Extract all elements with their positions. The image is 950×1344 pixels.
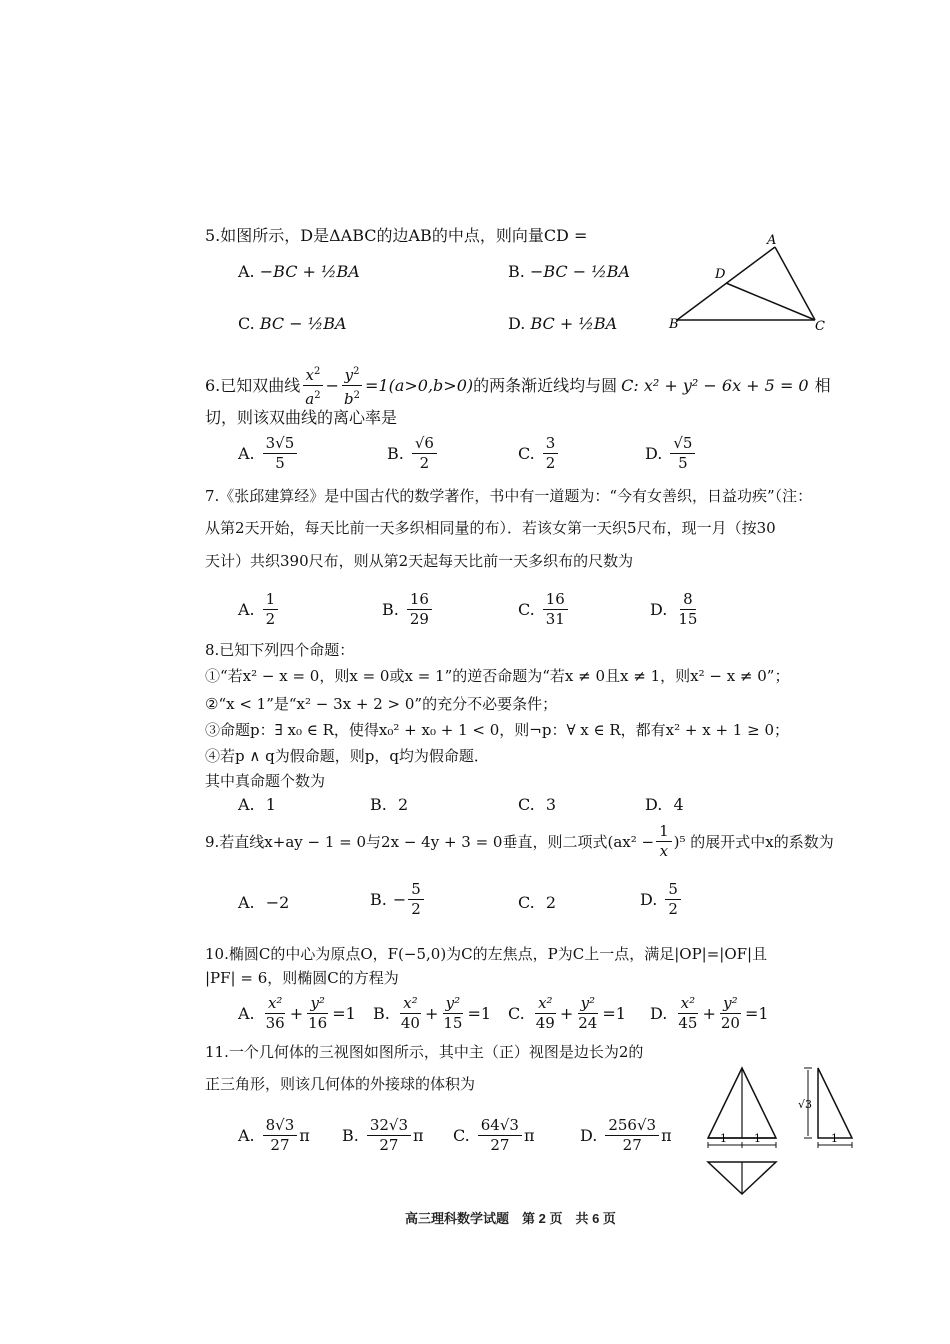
q7-option-c-num: 16 (543, 590, 568, 610)
q10-option-c-d2: 24 (578, 1014, 598, 1032)
q11-option-c-num: 64√3 (478, 1116, 522, 1136)
q5-option-a (238, 262, 360, 281)
q11-option-d-num: 256√3 (605, 1116, 659, 1136)
q6-option-a-den: 5 (275, 454, 285, 472)
q7-option-d (650, 590, 702, 629)
q11-option-a-num: 8√3 (263, 1116, 298, 1136)
q11-option-d-den: 27 (622, 1136, 642, 1154)
q8-stem: 8.已知下列四个命题： (205, 641, 355, 659)
q8-option-a-text: 1 (265, 795, 276, 814)
q10-option-a-d1: 36 (265, 1014, 285, 1032)
q11-option-a-den: 27 (270, 1136, 290, 1154)
q5-segment-cd (726, 283, 815, 320)
q10-option-c-label: C. (508, 1004, 525, 1023)
q7-option-b (382, 590, 434, 629)
q6-option-d-den: 5 (678, 454, 688, 472)
q9-option-a-label: A. (238, 893, 255, 912)
q5-label-d: D (715, 267, 726, 282)
q7-option-b-num: 16 (407, 590, 432, 610)
q10-option-c-d1: 49 (535, 1014, 555, 1032)
q11-option-b-num: 32√3 (367, 1116, 411, 1136)
q8-option-b-label: B. (370, 795, 387, 814)
q5-stem-text: 5.如图所示，D是ΔABC的边AB的中点，则向量CD = (205, 226, 588, 245)
q6-option-b (387, 434, 439, 473)
q6-stem-mid: 的两条渐近线均与圆 (473, 375, 618, 395)
q11-option-c (453, 1116, 534, 1155)
q10-option-a-eq: =1 (332, 1004, 356, 1023)
q6-option-c-label: C. (518, 444, 535, 463)
q9-option-c-label: C. (518, 893, 535, 912)
q8-option-b-text: 2 (397, 795, 409, 814)
q8-option-a (238, 795, 276, 814)
q10-option-d-d1: 45 (678, 1014, 698, 1032)
q11-option-b-label: B. (342, 1126, 359, 1145)
q10-option-b-d2: 15 (443, 1014, 463, 1032)
q6-stem-prefix: 6.已知双曲线 (205, 375, 301, 395)
q9-stem-a: 9.若直线x+ay − 1 = 0与2x − 4y + 3 = 0垂直，则二项式(ax² − (205, 832, 655, 851)
q10-option-b-d1: 40 (400, 1014, 420, 1032)
q11-dim-right: 1 (754, 1132, 761, 1145)
q7-option-c-den: 31 (545, 610, 565, 628)
q10-option-a-n2: y² (307, 994, 328, 1014)
q5-option-c-label: C. (238, 314, 255, 333)
q6-option-a-label: A. (238, 444, 255, 463)
q9-option-c (518, 893, 556, 912)
q8-option-c (518, 795, 556, 814)
q9-option-a (238, 893, 289, 912)
q5-option-d-text: BC + ½BA (530, 314, 618, 333)
q5-option-d-label: D. (508, 314, 526, 333)
q5-option-d (508, 314, 617, 333)
q9-frac-den: x (659, 842, 669, 860)
q5-stem (205, 226, 587, 246)
q6-option-c-num: 3 (543, 434, 559, 454)
q10-option-a: A. $\frac{\text{x²}}{36}$ + $\frac{\text{y²}}{16}$ =1 (238, 994, 356, 1032)
q5-label-a: A (767, 233, 777, 248)
q11-line1: 11.一个几何体的三视图如图所示，其中主（正）视图是边长为2的 (205, 1043, 644, 1061)
q11-option-b-den: 27 (379, 1136, 399, 1154)
q8-proposition-2: ②“x < 1”是“x² − 3x + 2 > 0”的充分不必要条件； (205, 695, 558, 713)
q11-option-b (342, 1116, 424, 1155)
q7-option-a (238, 590, 280, 629)
q5-option-a-label: A. (238, 262, 255, 281)
q6-option-b-label: B. (387, 444, 404, 463)
q7-option-d-label: D. (650, 600, 668, 619)
q8-option-c-text: 3 (545, 795, 557, 814)
q11-top-view (708, 1162, 776, 1194)
q6-option-b-num: √6 (412, 434, 437, 454)
q6-condition: =1(a>0,b>0) (365, 375, 474, 395)
q7-line2: 从第2天开始，每天比前一天多织相同量的布）．若该女第一天织5尺布，现一月（按30 (205, 519, 776, 537)
q11-dim-side: 1 (831, 1132, 838, 1145)
q7-option-c-label: C. (518, 600, 535, 619)
q6-option-a (238, 434, 299, 473)
q10-option-a-d2: 16 (308, 1014, 328, 1032)
q11-dim-left: 1 (720, 1132, 727, 1145)
q8-option-d (645, 795, 684, 814)
q11-option-d-label: D. (580, 1126, 598, 1145)
q9-option-b (370, 880, 426, 919)
q9-option-d-den: 2 (668, 900, 678, 918)
q6-option-c (518, 434, 560, 473)
q7-line1: 7.《张邱建算经》是中国古代的数学著作，书中有一道题为：“今有女善织，日益功疾”（注： (205, 487, 813, 505)
q10-option-c-n1: x² (535, 994, 555, 1014)
q11-three-view-figure (700, 1060, 860, 1200)
q10-option-d-n2: y² (720, 994, 741, 1014)
q7-option-a-num: 1 (263, 590, 279, 610)
q11-option-c-den: 27 (490, 1136, 510, 1154)
q8-option-a-label: A. (238, 795, 255, 814)
q10-option-a-n1: x² (265, 994, 285, 1014)
q9-option-b-den: 2 (411, 900, 421, 918)
q5-side-ac (775, 247, 815, 320)
q9-option-d-label: D. (640, 890, 658, 909)
q8-option-c-label: C. (518, 795, 535, 814)
q5-option-b-text: −BC − ½BA (529, 262, 631, 281)
q9-option-b-num: 5 (408, 880, 424, 900)
q9-option-b-sign: − (392, 890, 407, 909)
q10-option-b: B. $\frac{\text{x²}}{40}$ + $\frac{\text{y²}}{15}$ =1 (373, 994, 492, 1032)
q10-option-b-n1: x² (400, 994, 420, 1014)
q10-line2: |PF| = 6，则椭圆C的方程为 (205, 969, 399, 987)
q10-option-d-n1: x² (678, 994, 698, 1014)
q11-side-view (798, 1068, 852, 1148)
q8-proposition-1: ①“若x² − x = 0，则x = 0或x = 1”的逆否命题为“若x ≠ 0且x ≠ 1，则x² − x ≠ 0”； (205, 667, 790, 685)
q7-option-d-den: 15 (678, 610, 698, 628)
q7-option-a-den: 2 (265, 610, 276, 628)
q7-option-d-num: 8 (680, 590, 696, 610)
q11-line2: 正三角形，则该几何体的外接球的体积为 (205, 1075, 476, 1093)
q5-option-c-text: BC − ½BA (259, 314, 347, 333)
q6-option-b-den: 2 (419, 454, 430, 472)
q6-option-d-num: √5 (670, 434, 695, 454)
q11-option-d-pi: π (661, 1126, 672, 1145)
q6-stem-line2: 切，则该双曲线的离心率是 (205, 408, 398, 427)
q6-stem: 6.已知双曲线 $\frac{x^2}{a^2}$ − $\frac{y^2}{b^2}$ =1(a>0,b>0) 的两条渐近线均与圆 C: x² + y² − 6x + 5 = 0 相 (205, 362, 831, 409)
q6-option-a-num: 3√5 (263, 434, 298, 454)
q8-option-d-label: D. (645, 795, 663, 814)
q8-proposition-3: ③命题p：∃ x₀ ∈ R，使得x₀² + x₀ + 1 < 0，则¬p：∀ x ∈ R，都有x² + x + 1 ≥ 0； (205, 721, 789, 739)
q6-option-d (645, 434, 697, 473)
q11-option-a (238, 1116, 310, 1155)
q5-option-a-text: −BC + ½BA (259, 262, 360, 281)
q10-line1: 10.椭圆C的中心为原点O，F(−5,0)为C的左焦点，P为C上一点，满足|OP|=|OF|且 (205, 945, 768, 963)
q11-option-a-pi: π (299, 1126, 310, 1145)
q9-option-c-text: 2 (545, 893, 557, 912)
q9-option-a-text: −2 (265, 893, 290, 912)
q7-option-b-label: B. (382, 600, 399, 619)
q11-option-b-pi: π (413, 1126, 424, 1145)
q9-stem (205, 822, 834, 861)
q9-frac-num: 1 (656, 822, 672, 842)
q10-option-b-eq: =1 (467, 1004, 492, 1023)
q11-option-d (580, 1116, 672, 1155)
q10-option-c-n2: y² (578, 994, 599, 1014)
q5-option-b-label: B. (508, 262, 525, 281)
q5-label-c: C (815, 319, 825, 332)
q11-option-c-pi: π (523, 1126, 535, 1145)
q11-front-view (708, 1068, 776, 1148)
q8-option-b (370, 795, 408, 814)
q7-line3: 天计）共织390尺布，则从第2天起每天比前一天多织布的尺数为 (205, 552, 634, 570)
q6-stem-end: 相 (814, 375, 831, 395)
q10-option-b-label: B. (373, 1004, 390, 1023)
q10-option-d-d2: 20 (720, 1014, 740, 1032)
q6-option-d-label: D. (645, 444, 663, 463)
q6-circle-equation: C: x² + y² − 6x + 5 = 0 (621, 375, 809, 395)
q7-option-b-den: 29 (409, 610, 429, 628)
q11-option-c-label: C. (453, 1126, 470, 1145)
q7-option-a-label: A. (238, 600, 255, 619)
q9-option-d (640, 880, 683, 919)
q11-option-a-label: A. (238, 1126, 255, 1145)
q10-option-d-label: D. (650, 1004, 668, 1023)
q5-label-b: B (669, 317, 679, 332)
q6-frac-x: $\frac{x^2}{a^2}$ (302, 362, 323, 409)
q10-option-a-label: A. (238, 1004, 255, 1023)
q10-option-d: D. $\frac{\text{x²}}{45}$ + $\frac{\text{y²}}{20}$ =1 (650, 994, 769, 1032)
page-footer: 高三理科数学试题 第 2 页 共 6 页 (405, 1211, 616, 1226)
q10-option-c-eq: =1 (602, 1004, 626, 1023)
q11-dim-sqrt3: √3 (798, 1098, 813, 1111)
q8-proposition-4: ④若p ∧ q为假命题，则p，q均为假命题． (205, 747, 489, 765)
q6-frac-y: $\frac{y^2}{b^2}$ (341, 362, 363, 409)
q6-option-c-den: 2 (545, 454, 556, 472)
q8-question: 其中真命题个数为 (205, 772, 326, 790)
q7-option-c (518, 590, 570, 629)
q9-option-b-label: B. (370, 890, 387, 909)
q5-option-b (508, 262, 630, 281)
q9-stem-b: )⁵ 的展开式中x的系数为 (673, 832, 834, 851)
q5-option-c (238, 314, 347, 333)
q10-option-b-n2: y² (443, 994, 464, 1014)
q10-option-d-eq: =1 (744, 1004, 769, 1023)
q8-option-d-text: 4 (673, 795, 684, 814)
q9-option-d-num: 5 (665, 880, 681, 900)
q5-triangle-figure (665, 232, 840, 332)
q10-option-c: C. $\frac{\text{x²}}{49}$ + $\frac{\text{y²}}{24}$ =1 (508, 994, 626, 1032)
